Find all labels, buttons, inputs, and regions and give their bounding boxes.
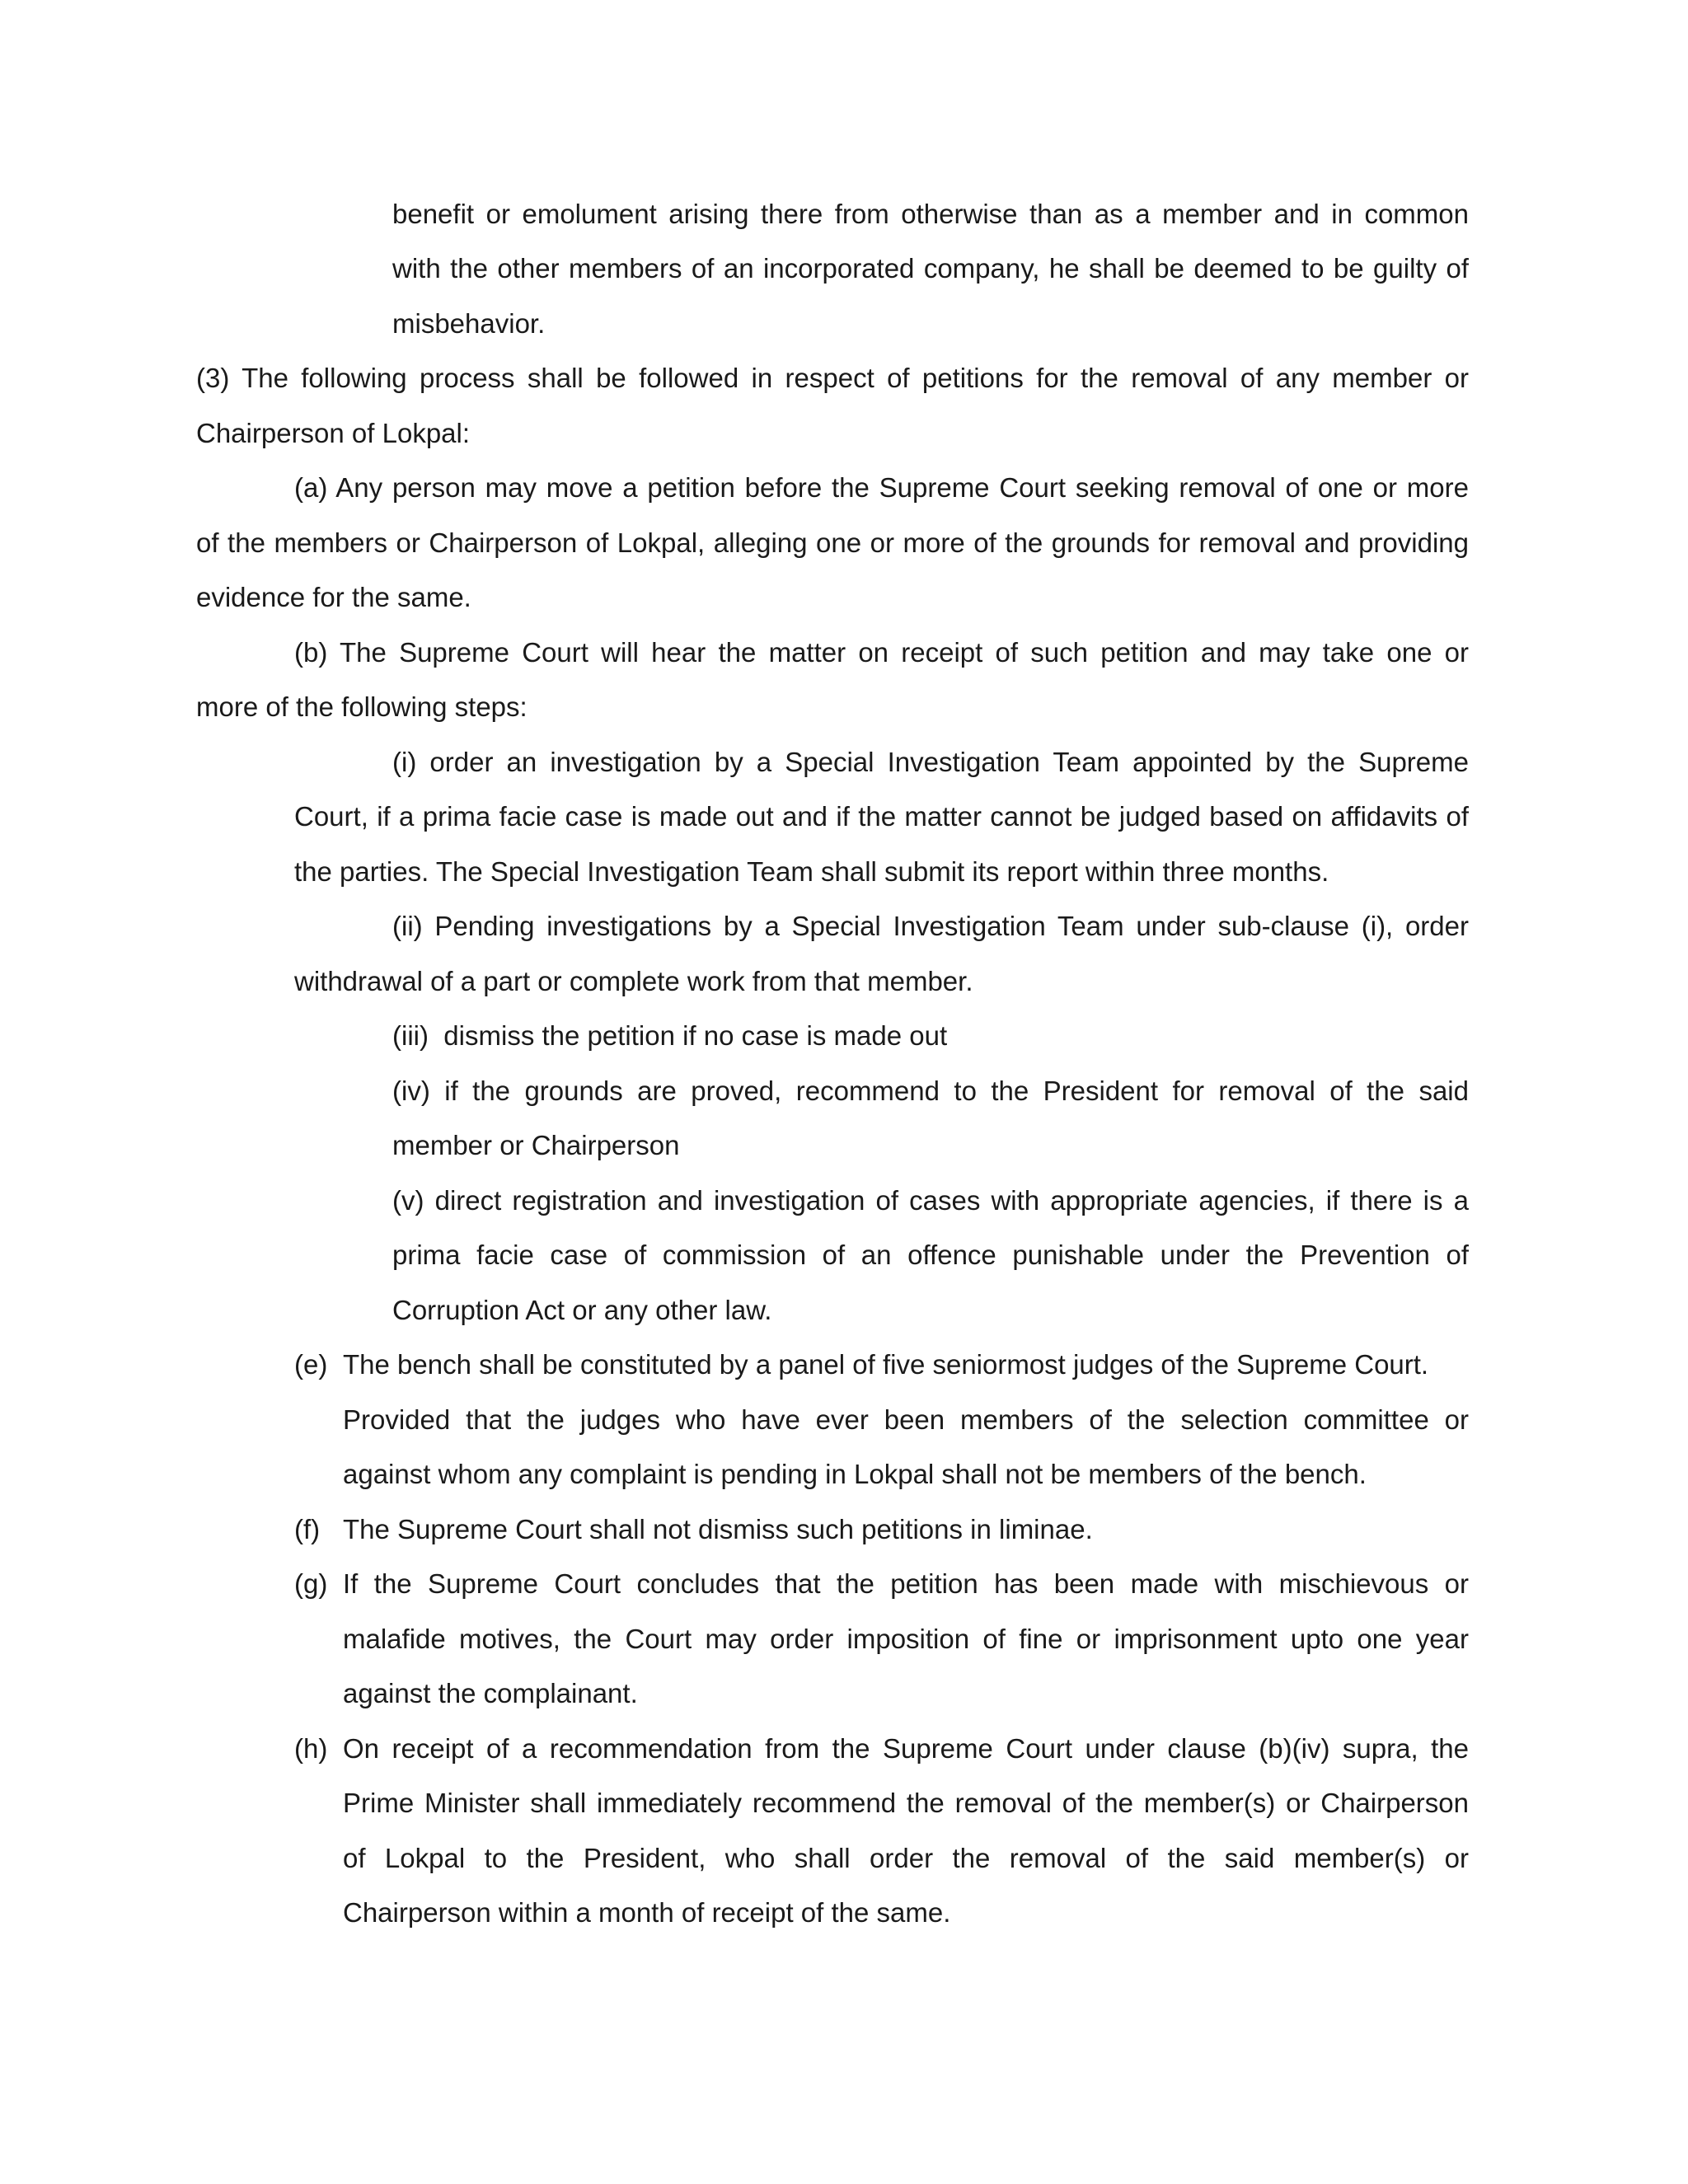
text-line: (ii) Pending investigations by a Special Investigation Team under sub-clause (i), order: [392, 911, 1469, 941]
text-line: malafide motives, the Court may order imposition of fine or imprisonment upto one year: [343, 1624, 1469, 1654]
text-line: misbehavior.: [392, 308, 546, 339]
text-line: of the members or Chairperson of Lokpal, alleging one or more of the grounds for removal and providing: [196, 527, 1469, 558]
text-line: (b) The Supreme Court will hear the matter on receipt of such petition and may take one or: [294, 637, 1469, 668]
text-line: Chairperson within a month of receipt of the same.: [343, 1897, 951, 1928]
list-label: (g): [294, 1568, 328, 1599]
text-line: The bench shall be constituted by a panel of five seniormost judges of the Supreme Court.: [343, 1349, 1429, 1380]
text-line: (iii) dismiss the petition if no case is made out: [392, 1020, 948, 1051]
text-line: (a) Any person may move a petition before the Supreme Court seeking removal of one or more: [294, 472, 1469, 503]
text-line: of Lokpal to the President, who shall order the removal of the said member(s) or: [343, 1843, 1469, 1873]
text-line: against the complainant.: [343, 1678, 638, 1708]
text-line: with the other members of an incorporated company, he shall be deemed to be guilty of: [392, 253, 1469, 284]
list-label: (h): [294, 1733, 328, 1764]
text-line: Court, if a prima facie case is made out and if the matter cannot be judged based on affidavits of: [294, 801, 1469, 832]
text-line: benefit or emolument arising there from otherwise than as a member and in common: [392, 199, 1469, 229]
text-line: (iv) if the grounds are proved, recommend to the President for removal of the said: [392, 1076, 1469, 1106]
text-line: Corruption Act or any other law.: [392, 1295, 772, 1325]
text-line: Prime Minister shall immediately recommend the removal of the member(s) or Chairperson: [343, 1788, 1469, 1818]
text-line: If the Supreme Court concludes that the petition has been made with mischievous or: [343, 1568, 1469, 1599]
text-line: (v) direct registration and investigation of cases with appropriate agencies, if there is a: [392, 1185, 1469, 1216]
text-line: The Supreme Court shall not dismiss such petitions in liminae.: [343, 1514, 1093, 1544]
text-line: evidence for the same.: [196, 582, 471, 612]
text-line: prima facie case of commission of an offence punishable under the Prevention of: [392, 1240, 1469, 1270]
text-line: Chairperson of Lokpal:: [196, 418, 471, 448]
text-line: withdrawal of a part or complete work from that member.: [294, 966, 973, 996]
text-line: Provided that the judges who have ever been members of the selection committee or: [343, 1404, 1469, 1435]
text-line: member or Chairperson: [392, 1130, 680, 1160]
text-line: against whom any complaint is pending in Lokpal shall not be members of the bench.: [343, 1459, 1367, 1489]
text-line: the parties. The Special Investigation Team shall submit its report within three months.: [294, 856, 1329, 887]
text-line: (3) The following process shall be followed in respect of petitions for the removal of any member or: [196, 363, 1469, 393]
text-line: (i) order an investigation by a Special Investigation Team appointed by the Supreme: [392, 747, 1469, 777]
text-line: On receipt of a recommendation from the Supreme Court under clause (b)(iv) supra, the: [343, 1733, 1469, 1764]
list-label: (f): [294, 1514, 321, 1544]
text-line: more of the following steps:: [196, 691, 528, 722]
list-label: (e): [294, 1349, 328, 1380]
